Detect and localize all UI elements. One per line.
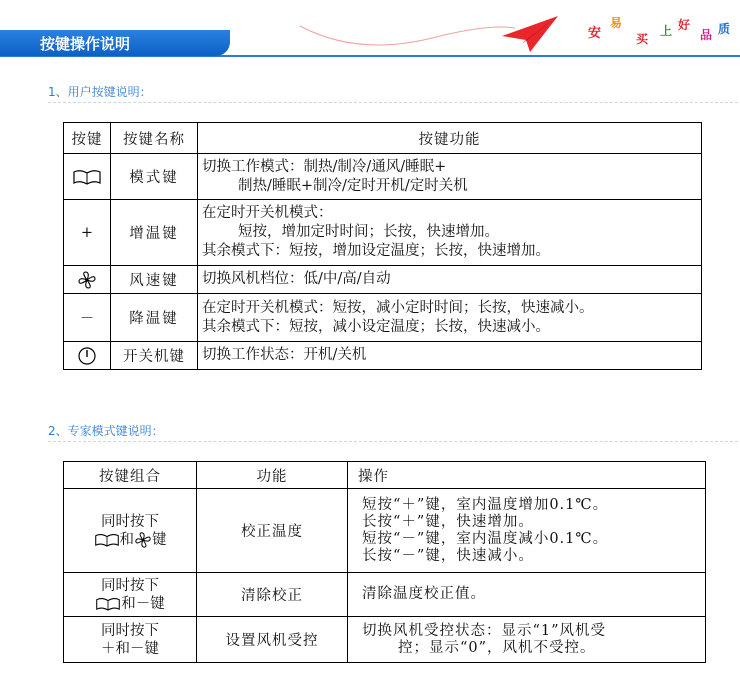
column-header: 功能 — [197, 462, 348, 489]
table-header-row — [64, 123, 702, 154]
combo-line: 同时按下 — [101, 577, 159, 594]
slogan-char: 上 — [660, 24, 673, 38]
operation-line: 控；显示“0”，风机不受控。 — [398, 639, 596, 656]
key-name: 增温键 — [111, 200, 198, 266]
key-function — [198, 294, 702, 342]
table-row — [64, 154, 702, 200]
column-header: 按键 — [64, 123, 111, 154]
power-icon — [77, 346, 97, 366]
combo-and: 和 — [119, 531, 134, 548]
column-header: 按键组合 — [64, 462, 197, 489]
user-keys-table — [63, 122, 702, 370]
column-header: 按键功能 — [198, 123, 702, 154]
function-line: 切换工作状态：开机/关机 — [202, 347, 367, 363]
combo-operation — [348, 573, 706, 617]
slogan — [560, 10, 740, 58]
operation-line: 长按“＋”键，快速增加。 — [362, 513, 534, 530]
function-line: 其余模式下：短按，增加设定温度；长按，快速增加。 — [202, 243, 550, 259]
column-header: 按键名称 — [111, 123, 198, 154]
decorative-swoosh — [300, 8, 520, 48]
combo-operation — [348, 489, 706, 573]
page-title: 按键操作说明 — [40, 35, 131, 53]
mode-book-icon — [94, 532, 120, 548]
table-row — [64, 573, 706, 617]
key-cell — [64, 200, 111, 266]
function-line: 其余模式下：短按，减小设定温度；长按，快速减小。 — [202, 318, 550, 335]
key-combo — [64, 573, 197, 617]
combo-line: 同时按下 — [101, 622, 159, 639]
combo-line: ＋和－键 — [101, 640, 159, 657]
table-row — [64, 266, 702, 294]
combo-operation — [348, 617, 706, 663]
combo-and: 和－键 — [121, 595, 165, 612]
table-header-row — [64, 462, 706, 489]
column-header: 操作 — [348, 462, 706, 489]
key-cell — [64, 342, 111, 370]
operation-line: 切换风机受控状态：显示“1”风机受 — [362, 622, 607, 639]
plus-icon: + — [80, 224, 94, 241]
key-name: 开关机键 — [111, 342, 198, 370]
table-row — [64, 200, 702, 266]
key-name: 降温键 — [111, 294, 198, 342]
minus-icon: － — [79, 311, 95, 327]
operation-line: 长按“－”键，快速减小。 — [362, 547, 534, 564]
function-line: 在定时开关机模式： — [202, 205, 333, 221]
slogan-char: 好 — [678, 18, 691, 32]
expert-mode-table — [63, 461, 706, 663]
function-line: 切换风机档位：低/中/高/自动 — [202, 271, 391, 287]
section-divider — [48, 441, 738, 442]
combo-key: 键 — [152, 531, 167, 548]
key-name: 模式键 — [111, 154, 198, 200]
slogan-char: 品 — [700, 28, 713, 42]
key-function — [198, 200, 702, 266]
operation-line: 短按“－”键，室内温度减小0.1℃。 — [362, 530, 609, 547]
combo-function: 清除校正 — [197, 573, 348, 617]
combo-function: 设置风机受控 — [197, 617, 348, 663]
mode-book-icon — [72, 168, 102, 186]
function-line: 在定时开关机模式：短按，减小定时时间；长按，快速减小。 — [202, 299, 594, 316]
slogan-char: 买 — [636, 32, 649, 46]
key-function — [198, 154, 702, 200]
combo-function: 校正温度 — [197, 489, 348, 573]
slogan-char: 安 — [588, 26, 602, 41]
combo-line: 同时按下 — [101, 513, 159, 530]
operation-line: 清除温度校正值。 — [362, 586, 486, 602]
key-cell — [64, 266, 111, 294]
fan-icon — [134, 531, 152, 549]
key-combo — [64, 489, 197, 573]
table-row — [64, 294, 702, 342]
key-function — [198, 342, 702, 370]
table-row — [64, 342, 702, 370]
key-cell — [64, 154, 111, 200]
slogan-char: 质 — [718, 22, 731, 36]
section-divider — [48, 102, 738, 103]
fan-icon — [77, 270, 97, 290]
section-title-expert-mode: 2、专家模式键说明： — [48, 424, 164, 438]
function-line: 短按，增加定时时间；长按，快速增加。 — [238, 224, 499, 240]
mode-book-icon — [95, 596, 121, 612]
combo-line — [68, 531, 192, 549]
function-line: 制热/睡眠+制冷/定时开机/定时关机 — [238, 177, 468, 194]
operation-line: 短按“＋”键，室内温度增加0.1℃。 — [362, 496, 609, 513]
table-row — [64, 617, 706, 663]
key-cell — [64, 294, 111, 342]
page-header — [0, 0, 740, 64]
key-name: 风速键 — [111, 266, 198, 294]
table-row — [64, 489, 706, 573]
key-function — [198, 266, 702, 294]
function-line: 切换工作模式：制热/制冷/通风/睡眠+ — [202, 158, 447, 175]
slogan-char: 易 — [610, 16, 623, 30]
key-combo — [64, 617, 197, 663]
section-title-user-keys: 1、用户按键说明： — [48, 85, 152, 99]
combo-line — [68, 595, 192, 613]
